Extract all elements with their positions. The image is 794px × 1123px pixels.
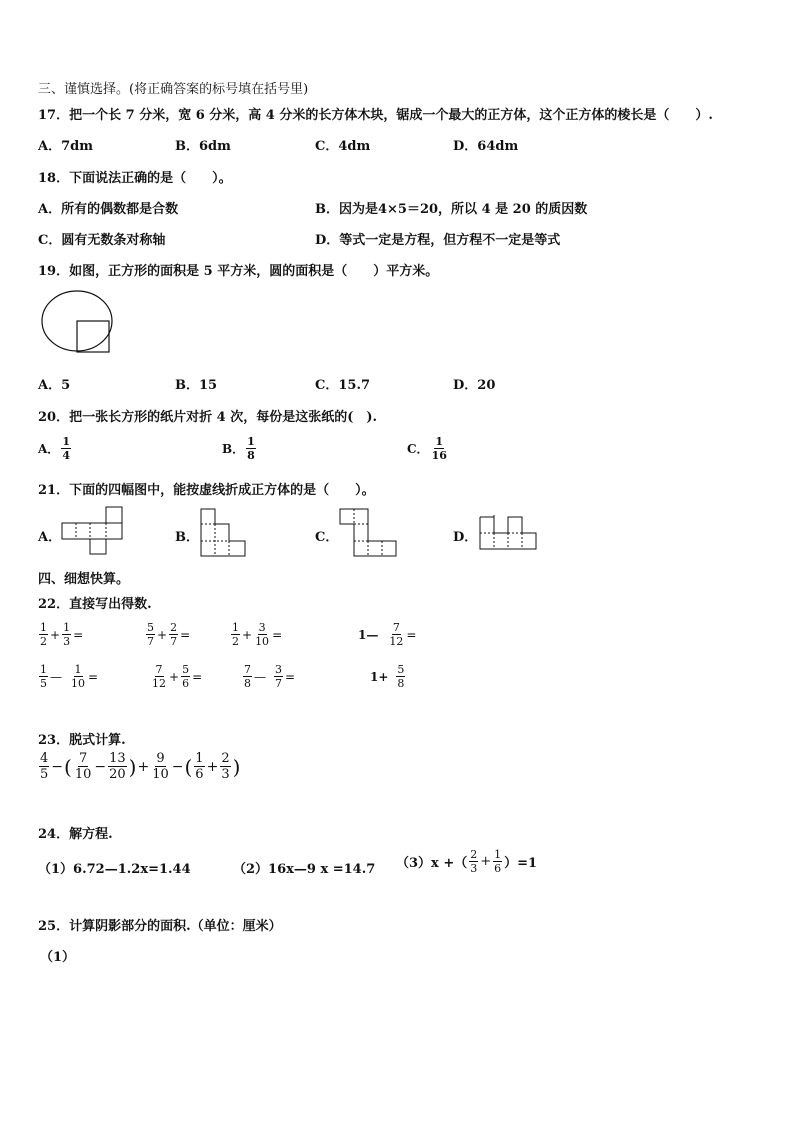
q18-option-c: C．圆有无数条对称轴 (38, 233, 166, 248)
q19-option-b: B．15 (175, 378, 218, 393)
q22-item-8: 1+ $\frac{5}{8}$ (370, 663, 405, 690)
cube-net-a (62, 507, 124, 555)
q21-option-b: B． (175, 530, 199, 545)
q18-option-d: D．等式一定是方程，但方程不一定是等式 (315, 233, 561, 248)
cube-net-c (340, 509, 398, 557)
q18-text: 18．下面说法正确的是（ ）。 (38, 171, 232, 186)
section-title-choice: 三、谨慎选择。(将正确答案的标号填在括号里) (38, 82, 309, 97)
q17-option-c: C．4dm (315, 139, 371, 154)
q20-option-a: A． $\frac{1}{4}$ (38, 435, 70, 462)
circle-square-figure (40, 290, 120, 356)
q24-equation-2: （2）16x—9 x =14.7 (233, 862, 376, 877)
q24-equation-1: （1）6.72—1.2x=1.44 (38, 862, 191, 877)
q19-option-c: C．15.7 (315, 378, 371, 393)
q18-option-b: B．因为是4×5＝20，所以 4 是 20 的质因数 (315, 202, 588, 217)
q22-item-5: $\frac{1}{5}$ — $\frac{1}{10}$ = (40, 663, 99, 690)
cube-net-b (201, 509, 247, 557)
q22-text: 22．直接写出得数. (38, 597, 152, 612)
q19-option-a: A．5 (38, 378, 71, 393)
q17-text: 17．把一个长 7 分米，宽 6 分米，高 4 分米的长方体木块，锯成一个最大的正方体，这个正方体的棱长是（ ）. (38, 108, 713, 123)
q17-option-b: B．6dm (175, 139, 231, 154)
q22-item-4: 1— $\frac{7}{12}$ = (358, 621, 417, 648)
q19-option-d: D．20 (453, 378, 496, 393)
q17-option-a: A．7dm (38, 139, 93, 154)
q25-sub-1: （1） (40, 950, 76, 965)
q22-item-2: $\frac{5}{7}$ + $\frac{2}{7}$ = (147, 621, 191, 648)
q20-option-b: B． $\frac{1}{8}$ (222, 435, 255, 462)
cube-net-d (480, 515, 538, 551)
q22-item-6: $\frac{7}{12}$ + $\frac{5}{6}$ = (152, 663, 203, 690)
q21-text: 21．下面的四幅图中，能按虚线折成正方体的是（ ）。 (38, 483, 375, 498)
q24-equation-3: （3）x +（ $\frac{2}{3}$ + $\frac{1}{6}$ ）=1 (396, 848, 538, 875)
q22-item-3: $\frac{1}{2}$ + $\frac{3}{10}$ = (232, 621, 283, 648)
section-title-calc: 四、细想快算。 (38, 572, 130, 587)
q19-text: 19．如图，正方形的面积是 5 平方米，圆的面积是（ ）平方米。 (38, 264, 439, 279)
q20-option-c: C． $\frac{1}{16}$ (407, 435, 447, 462)
q22-item-7: $\frac{7}{8}$ — $\frac{3}{7}$ = (244, 663, 296, 690)
q23-expression: $\frac{4}{5}$ − ( $\frac{7}{10}$ − $\frac{13}{20}$ ) + $\frac{9}{10}$ − ( $\frac{1}{6}$ + $\frac{2}{3}$ ) (40, 751, 241, 782)
q23-text: 23．脱式计算. (38, 733, 126, 748)
q21-option-a: A． (38, 530, 62, 545)
q17-option-d: D．64dm (453, 139, 519, 154)
q21-option-c: C． (315, 530, 339, 545)
q21-option-d: D． (453, 530, 478, 545)
q20-text: 20．把一张长方形的纸片对折 4 次，每份是这张纸的( ). (38, 410, 378, 425)
q22-item-1: $\frac{1}{2}$ + $\frac{1}{3}$ = (40, 621, 84, 648)
q18-option-a: A．所有的偶数都是合数 (38, 202, 179, 217)
q25-text: 25．计算阴影部分的面积.（单位：厘米） (38, 919, 282, 934)
q24-text: 24．解方程. (38, 827, 113, 842)
